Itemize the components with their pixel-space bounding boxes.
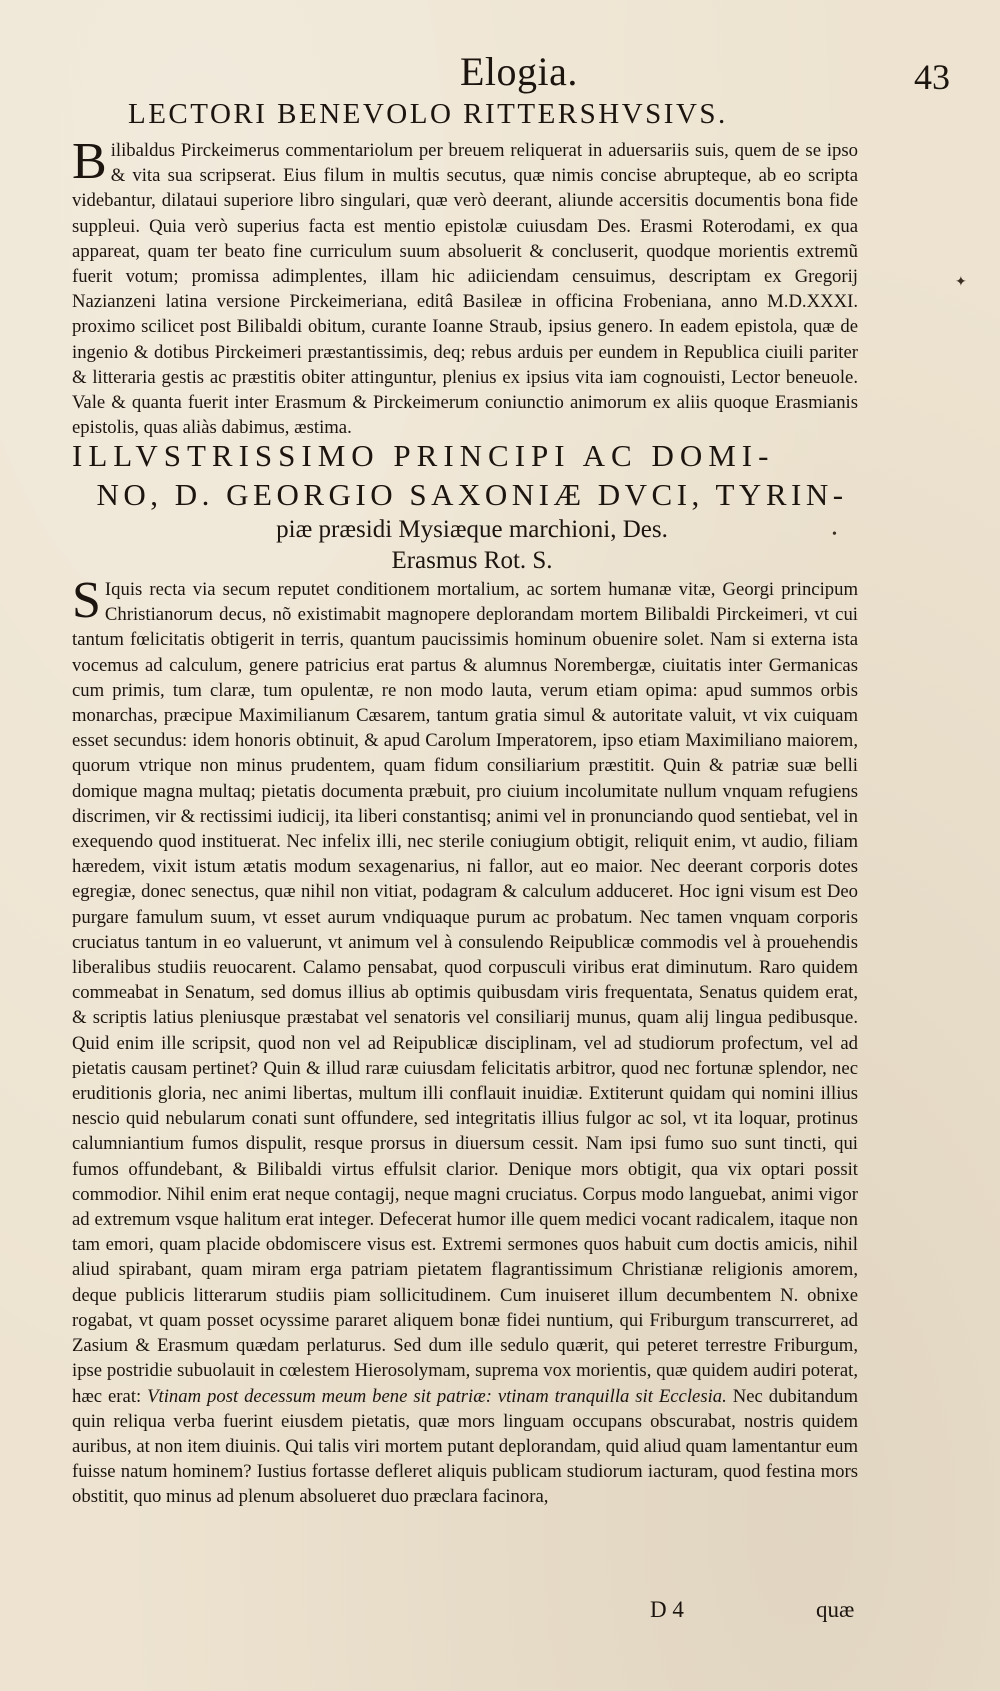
margin-mark: •: [832, 527, 837, 542]
last-words-quote: Vtinam post decessum meum bene sit patriæ: vtinam tranquilla sit Ecclesia.: [147, 1385, 727, 1407]
page-number: 43: [914, 57, 950, 97]
letter-dropcap: S: [72, 572, 101, 629]
margin-mark: ✦: [955, 275, 967, 290]
section-heading: LECTORI BENEVOLO RITTERSHVSIVS.: [128, 98, 728, 130]
running-head: Elogia.: [460, 49, 578, 94]
letter-text: Iquis recta via secum reputet conditionem mortalium, ac sortem humanæ vitæ, Georgi principum Christianorum decus, nõ existimabit magnopere deplorandam mortem Bilibaldi Pirckeimeri, vt cui tantum fœlicitatis obtigerit in terris, quantum paucissimis hominum obuenire solet. Nam si externa ista vocemus ad calculum, genere patricius erat partus & alumnus Norembergæ, ciuitatis inter Germanicas cum primis, tum claræ, tum opulentæ, re non modo lauta, verum etiam opima: apud summos orbis monarchas, præcipue Maximilianum Cæsarem, tantum gratia simul & autoritate valuit, vt vix cuiquam esset secundus: idem honoris obtinuit, & apud Carolum Imperatorem, ipso etiam Maximiliano maiorem, quorum vtrique non minus prudentem, quam fidum consiliarium præstitit. Quin & patriæ suæ belli domique magna multaq; pietatis documenta præbuit, pro ciuium incolumitate nullum vnquam refugiens discrimen, vir & rectissimi iudicij, ita liberi constantisq; animi vel in pronunciando quod sentiebat, vel in exequendo quod instituerat. Nec infelix illi, nec sterile coniugium obtigit, reliquit enim, vt audio, filiam hæredem, vixit istum ætatis modum sexagenarius, ni fallor, aut eo maior. Nec deerant corporis dotes egregiæ, donec senectus, quæ nihil non vitiat, podagram & calculum adduceret. Hoc igni visum est Deo purgare famulum suum, vt esset aurum vndiquaque purum ac probatum. Nec tamen vnquam corporis cruciatus tantum in eo valuerunt, vt animum vel à consulendo Reipublicæ commodis vel à prouehendis liberalibus studiis reuocarent. Calamo pensabat, quod corpusculi viribus erat diminutum. Raro quidem commeabat in Senatum, sed domus illius ab optimis quibusdam viris frequentata, Senatus quidem erat, & scriptis latius pleniusque præstabat vel senatoris vel consiliarij munus, quam alij lingua pedibusque. Quid enim ille scripsit, quod non vel ad Reipublicæ disciplinam, vel ad studiorum profectum, vel ad pietatis causam pertinet? Quin & illud raræ cuiusdam felicitatis arbitror, quod nec fortunæ splendor, nec eruditionis gloria, nec animi libertas, multum illi conflauit inuidiæ. Extiterunt quidam qui nomini illius nescio quid nebularum conati sunt offundere, sed integritatis illius fulgor ac sol, vt ita loquar, protinus calumniantium fumos dispulit, resque prorsus in diuersum cessit. Nam ipsi fumo suo sunt tincti, qui fumos offundebant, & Bilibaldi virtus effulsit clarior. Denique mors obtigit, qua vix optari possit commodior. Nihil enim erat neque contagij, neque magni cruciatus. Corpus modo languebat, animi vigor ad extremum vsque halitum erat integer. Defecerat humor ille quem medici vocant radicalem, itaque non tam emori, quam placide obdomiscere visus est. Extremi sermones quos habuit cum doctis amicis, nihil aliud spirabant, quam miram erga patriam pietatem flagrantissimum Christianæ religionis amorem, deque publicis litterarum studiis piam sollicitudinem. Cum inuiseret illum decumbentem N. obnixe rogabat, vt quam posset ocyssime pararet aliquem bonæ fidei nuntium, qui Friburgum transcurreret, ad Zasium & Erasmum quædam perlaturus. Sed dum ille sedulo quærit, qui peteret terrestre Friburgum, ipse postridie subuolauit in cœlestem Hierosolymam, suprema vox morientis, quæ quidem audiri poterat, hæc erat:: [72, 579, 858, 1407]
page-header: [70, 48, 950, 98]
dedication-line-1: ILLVSTRISSIMO PRINCIPI AC DOMI-: [72, 438, 775, 473]
dedication-heading: [72, 436, 872, 576]
preface-dropcap: B: [72, 133, 107, 190]
catchword: quæ: [816, 1597, 855, 1622]
dedication-line-3: piæ præsidi Mysiæque marchioni, Des.: [276, 516, 668, 543]
dedication-line-4: Erasmus Rot. S.: [391, 547, 553, 574]
preface-text: ilibaldus Pirckeimerus commentariolum per breuem reliquerat in aduersariis suis, quem de se ipso & vita sua scripserat. Eius filum in multis secutus, quæ nimis concise abrupteque, ab eo scripta videbantur, dilataui superiore libro singulari, quæ verò deerant, aliunde accersitis documentis bona fide suppleui. Quia verò superius facta est mentio epistolæ cuiusdam Des. Erasmi Roterodami, ex qua appareat, quam ter beato fine curriculum suum absoluerit & concluserit, quodque morientis extremũ fuerit votum; promissa adimplentes, illam hic adiiciendam censuimus, descriptam ex Gregorij Nazianzeni latina versione Pirckeimeriana, editâ Basileæ in officina Frobeniana, anno M.D.XXXI. proximo scilicet post Bilibaldi obitum, curante Ioanne Straub, ipsius genero. In eadem epistola, quæ de ingenio & dotibus Pirckeimeri præstantissimis, deq; rebus arduis per eundem in Republica ciuili pariter & litteraria gestis ac præstitis obiter attinguntur, plenius ex ipsius vita iam cognouisti, Lector beneuole. Vale & quanta fuerit inter Erasmum & Pirckeimerum coniunctio animorum ex aliis quoque Erasmianis epistolis, quas aliàs dabimus, æstima.: [72, 140, 858, 439]
letter-paragraph: [72, 572, 858, 1510]
dedication-line-2: NO, D. GEORGIO SAXONIÆ DVCI, TYRIN-: [96, 477, 848, 512]
letter-text-continued: Nec dubitandum quin reliqua verba fuerint eiusdem pietatis, quæ mors linguam occupans obscurabat, nostris quidem auribus, at non item diuinis. Qui talis viri mortem putant deplorandam, quid aliud quam lamentantur eum fuisse natum hominem? Iustius fortasse defleret aliquis publicam studiorum iacturam, quod festina mors obstitit, quo minus ad plenum absolueret duo præclara facinora,: [72, 1385, 858, 1508]
preface-paragraph: [72, 133, 858, 440]
signature-mark: D 4: [650, 1597, 684, 1622]
